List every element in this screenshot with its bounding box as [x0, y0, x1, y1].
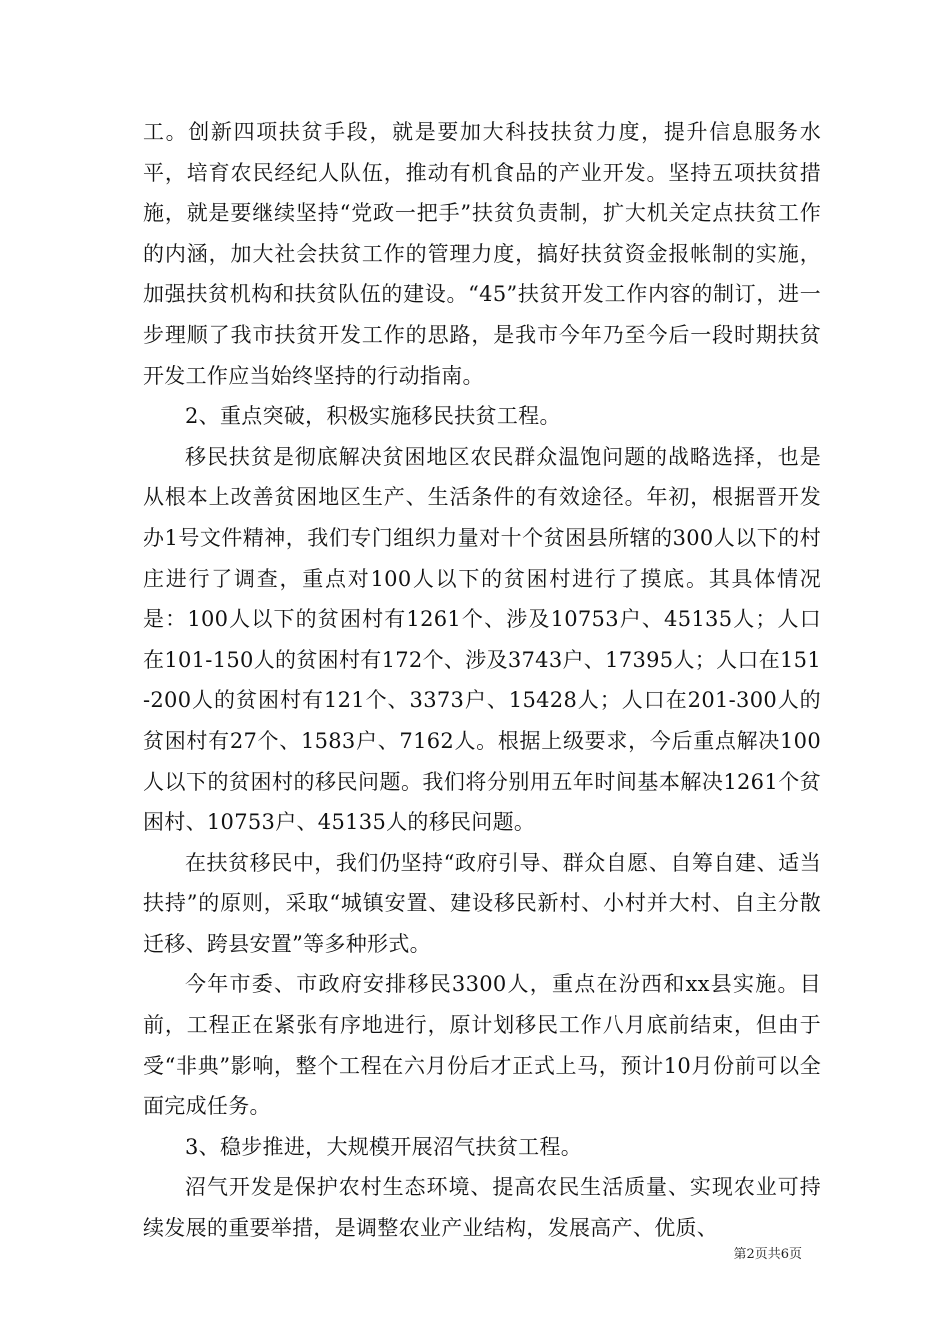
- document-body: [143, 112, 821, 1249]
- section-heading-2: 2、重点突破，积极实施移民扶贫工程。: [185, 404, 561, 429]
- page-number: 第2页共6页: [733, 1247, 802, 1262]
- paragraph-continuation: 工。创新四项扶贫手段，就是要加大科技扶贫力度，提升信息服务水平，培育农民经纪人队伍，推动有机食品的产业开发。坚持五项扶贫措施，就是要继续坚持“党政一把手”扶贫负责制，扩大机关定点扶贫工作的内涵，加大社会扶贫工作的管理力度，搞好扶贫资金报帐制的实施，加强扶贫机构和扶贫队伍的建设。“45”扶贫开发工作内容的制订，进一步理顺了我市扶贫开发工作的思路，是我市今年乃至今后一段时期扶贫开发工作应当始终坚持的行动指南。: [143, 120, 821, 388]
- paragraph-migration-progress: 今年市委、市政府安排移民3300人，重点在汾西和xx县实施。目前，工程正在紧张有序地进行，原计划移民工作八月底前结束，但由于受“非典”影响，整个工程在六月份后才正式上马，预计10月份前可以全面完成任务。: [143, 972, 821, 1119]
- section-heading-3: 3、稳步推进，大规模开展沼气扶贫工程。: [185, 1134, 583, 1159]
- paragraph-migration-overview: 移民扶贫是彻底解决贫困地区农民群众温饱问题的战略选择，也是从根本上改善贫困地区生产、生活条件的有效途径。年初，根据晋开发办1号文件精神，我们专门组织力量对十个贫困县所辖的300人以下的村庄进行了调查，重点对100人以下的贫困村进行了摸底。其具体情况是：100人以下的贫困村有1261个、涉及10753户、45135人；人口在101-150人的贫困村有172个、涉及3743户、17395人；人口在151-200人的贫困村有121个、3373户、15428人；人口在201-300人的贫困村有27个、1583户、7162人。根据上级要求，今后重点解决100人以下的贫困村的移民问题。我们将分别用五年时间基本解决1261个贫困村、10753户、45135人的移民问题。: [143, 444, 821, 835]
- paragraph-migration-principles: 在扶贫移民中，我们仍坚持“政府引导、群众自愿、自筹自建、适当扶持”的原则，采取“城镇安置、建设移民新村、小村并大村、自主分散迁移、跨县安置”等多种形式。: [143, 850, 821, 956]
- paragraph-biogas: 沼气开发是保护农村生态环境、提高农民生活质量、实现农业可持续发展的重要举措，是调整农业产业结构，发展高产、优质、: [143, 1175, 821, 1241]
